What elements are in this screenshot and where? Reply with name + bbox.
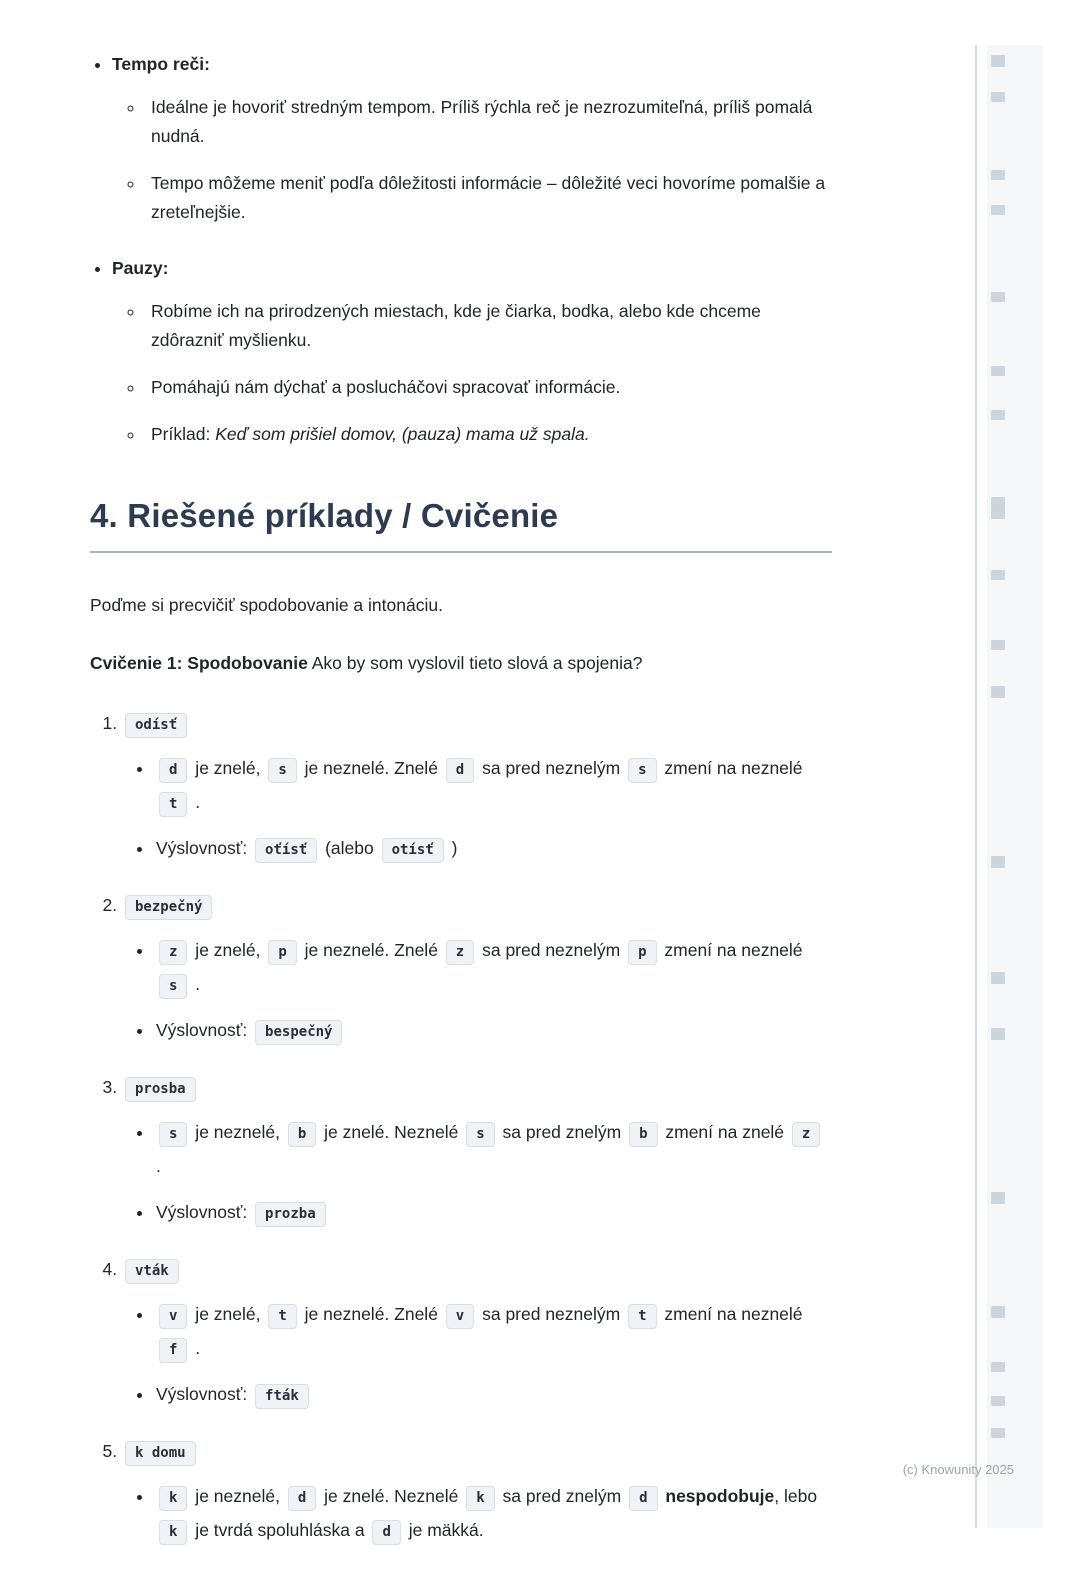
- note-group-pauzy: [112, 254, 832, 448]
- exercise-sublist: [122, 1479, 832, 1547]
- exercise-sublist: [122, 1115, 832, 1229]
- text-run: ): [446, 837, 458, 858]
- text-run: je znelé. Neznelé: [319, 1486, 464, 1506]
- text-run: je neznelé. Znelé: [299, 939, 443, 960]
- note-item: [145, 93, 832, 151]
- note-sublist: [112, 93, 832, 227]
- exercise-word-chip: odísť: [125, 713, 187, 738]
- text-run: Výslovnosť:: [156, 1384, 253, 1405]
- minimap-mark: [991, 856, 1005, 868]
- exercise-title: Cvičenie 1: Spodobovanie: [90, 652, 308, 673]
- exercise-sublist: [122, 1297, 832, 1411]
- note-item: [145, 373, 832, 402]
- text-run: sa pred znelým: [497, 1121, 627, 1142]
- text-run: Výslovnosť:: [156, 1019, 253, 1040]
- code-chip: d: [159, 758, 187, 783]
- code-chip: d: [446, 758, 474, 783]
- code-chip: z: [792, 1122, 820, 1147]
- text-run: .: [156, 1155, 161, 1176]
- note-group-tempo: [112, 50, 832, 226]
- section-heading: 4. Riešené príklady / Cvičenie: [90, 497, 832, 553]
- bold-text: nespodobuje: [665, 1486, 775, 1506]
- code-chip: otísť: [382, 838, 444, 863]
- notes-list: [90, 50, 832, 449]
- text-run: zmení na neznelé: [659, 1303, 803, 1324]
- text-run: Výslovnosť:: [156, 1202, 253, 1222]
- exercise-item: [122, 1255, 832, 1411]
- text-run: je mäkká.: [403, 1520, 484, 1541]
- text-run: sa pred neznelým: [477, 757, 626, 778]
- exercise-line: [154, 1297, 832, 1365]
- code-chip: v: [446, 1304, 474, 1329]
- code-chip: z: [446, 940, 474, 965]
- minimap-divider: [975, 45, 977, 1528]
- scroll-minimap[interactable]: [987, 45, 1043, 1528]
- minimap-mark: [991, 205, 1005, 215]
- note-item-text: Pomáhajú nám dýchať a poslucháčovi spracovať informácie.: [151, 377, 621, 397]
- minimap-mark: [991, 410, 1005, 420]
- code-chip: d: [372, 1520, 400, 1545]
- exercise-line: [154, 933, 832, 1001]
- text-run: je neznelé,: [190, 1121, 285, 1142]
- text-run: je znelé,: [190, 757, 266, 778]
- text-run: je neznelé,: [190, 1486, 285, 1506]
- code-chip: s: [159, 1122, 187, 1147]
- exercise-line: [154, 1479, 832, 1547]
- text-run: (alebo: [320, 837, 379, 858]
- code-chip: d: [629, 1486, 657, 1511]
- minimap-mark: [991, 1362, 1005, 1372]
- code-chip: t: [628, 1304, 656, 1329]
- note-group-title: Pauzy:: [112, 258, 169, 279]
- code-chip: k: [159, 1520, 187, 1545]
- minimap-mark: [991, 1192, 1005, 1204]
- minimap-mark: [991, 366, 1005, 376]
- note-item: [145, 297, 832, 355]
- text-run: je znelé. Neznelé: [319, 1121, 464, 1142]
- minimap-mark: [991, 972, 1005, 984]
- code-chip: oťísť: [255, 838, 317, 863]
- text-run: sa pred znelým: [497, 1486, 627, 1506]
- code-chip: v: [159, 1304, 187, 1329]
- text-run: Výslovnosť:: [156, 837, 253, 858]
- exercise-sublist: [122, 751, 832, 865]
- code-chip: s: [466, 1122, 494, 1147]
- code-chip: prozba: [255, 1202, 326, 1227]
- code-chip: fták: [255, 1384, 309, 1409]
- note-item-example: [145, 420, 832, 449]
- exercise-line: [154, 1115, 832, 1183]
- minimap-mark: [991, 1396, 1005, 1406]
- exercise-word-chip: prosba: [125, 1077, 196, 1102]
- exercise-word-chip: vták: [125, 1259, 179, 1284]
- exercise-item: [122, 1437, 832, 1547]
- exercise-line: [154, 1195, 832, 1229]
- text-run: .: [190, 791, 201, 812]
- exercise-item: [122, 891, 832, 1047]
- exercise-word-chip: bezpečný: [125, 895, 212, 920]
- text-run: je neznelé. Znelé: [299, 1303, 443, 1324]
- code-chip: b: [629, 1122, 657, 1147]
- code-chip: s: [159, 974, 187, 999]
- exercise-title-line: [90, 649, 832, 677]
- text-run: je tvrdá spoluhláska a: [190, 1520, 370, 1541]
- note-item-text: Ideálne je hovoriť stredným tempom. Príliš rýchla reč je nezrozumiteľná, príliš pomalá nudná.: [151, 96, 813, 146]
- text-run: zmení na neznelé: [659, 757, 803, 778]
- exercise-line: [154, 1377, 832, 1411]
- text-run: je neznelé. Znelé: [299, 757, 443, 778]
- code-chip: k: [159, 1486, 187, 1511]
- exercise-line: [154, 1013, 832, 1047]
- text-run: .: [190, 973, 201, 994]
- exercise-list: [90, 709, 832, 1548]
- note-group-title: Tempo reči:: [112, 54, 210, 74]
- document-content: [90, 50, 832, 1573]
- exercise-sublist: [122, 933, 832, 1047]
- minimap-mark: [991, 1428, 1005, 1438]
- section-intro: Poďme si precvičiť spodobovanie a intonáciu.: [90, 594, 443, 615]
- minimap-mark: [991, 292, 1005, 302]
- example-label: Príklad:: [151, 423, 211, 444]
- code-chip: f: [159, 1338, 187, 1363]
- exercise-item: [122, 1073, 832, 1229]
- code-chip: d: [288, 1486, 316, 1511]
- code-chip: b: [288, 1122, 316, 1147]
- text-run: je znelé,: [190, 1303, 266, 1324]
- code-chip: s: [628, 758, 656, 783]
- code-chip: p: [628, 940, 656, 965]
- exercise-line: [154, 751, 832, 819]
- minimap-mark: [991, 686, 1005, 698]
- code-chip: t: [159, 792, 187, 817]
- note-item-text: Robíme ich na prirodzených miestach, kde je čiarka, bodka, alebo kde chceme zdôrazniť myšlienku.: [151, 301, 761, 351]
- minimap-mark: [991, 55, 1005, 67]
- text-run: zmení na znelé: [660, 1121, 789, 1142]
- exercise-line: [154, 831, 832, 865]
- exercise-question: Ako by som vyslovil tieto slová a spojenia?: [307, 652, 643, 673]
- text-run: sa pred neznelým: [477, 1303, 626, 1324]
- code-chip: s: [268, 758, 296, 783]
- code-chip: z: [159, 940, 187, 965]
- note-sublist: [112, 297, 832, 449]
- code-chip: bespečný: [255, 1020, 342, 1045]
- code-chip: t: [268, 1304, 296, 1329]
- text-run: je znelé,: [190, 939, 266, 960]
- text-run: sa pred neznelým: [477, 939, 626, 960]
- note-item: [145, 169, 832, 227]
- minimap-mark: [991, 92, 1005, 102]
- text-run: zmení na neznelé: [659, 939, 803, 960]
- minimap-mark: [991, 497, 1005, 519]
- note-item-text: Tempo môžeme meniť podľa dôležitosti informácie – dôležité veci hovoríme pomalšie a zreteľnejšie.: [151, 172, 826, 222]
- exercise-word-chip: k domu: [125, 1441, 196, 1466]
- exercise-item: [122, 709, 832, 865]
- minimap-mark: [991, 1028, 1005, 1040]
- text-run: , lebo: [774, 1486, 818, 1506]
- footer-credit: (c) Knowunity 2025: [902, 1462, 1014, 1477]
- minimap-mark: [991, 570, 1005, 580]
- code-chip: p: [268, 940, 296, 965]
- example-text: Keď som prišiel domov, (pauza) mama už spala.: [215, 423, 590, 444]
- code-chip: k: [466, 1486, 494, 1511]
- minimap-mark: [991, 1306, 1005, 1318]
- minimap-mark: [991, 640, 1005, 650]
- text-run: .: [190, 1338, 201, 1358]
- minimap-mark: [991, 170, 1005, 180]
